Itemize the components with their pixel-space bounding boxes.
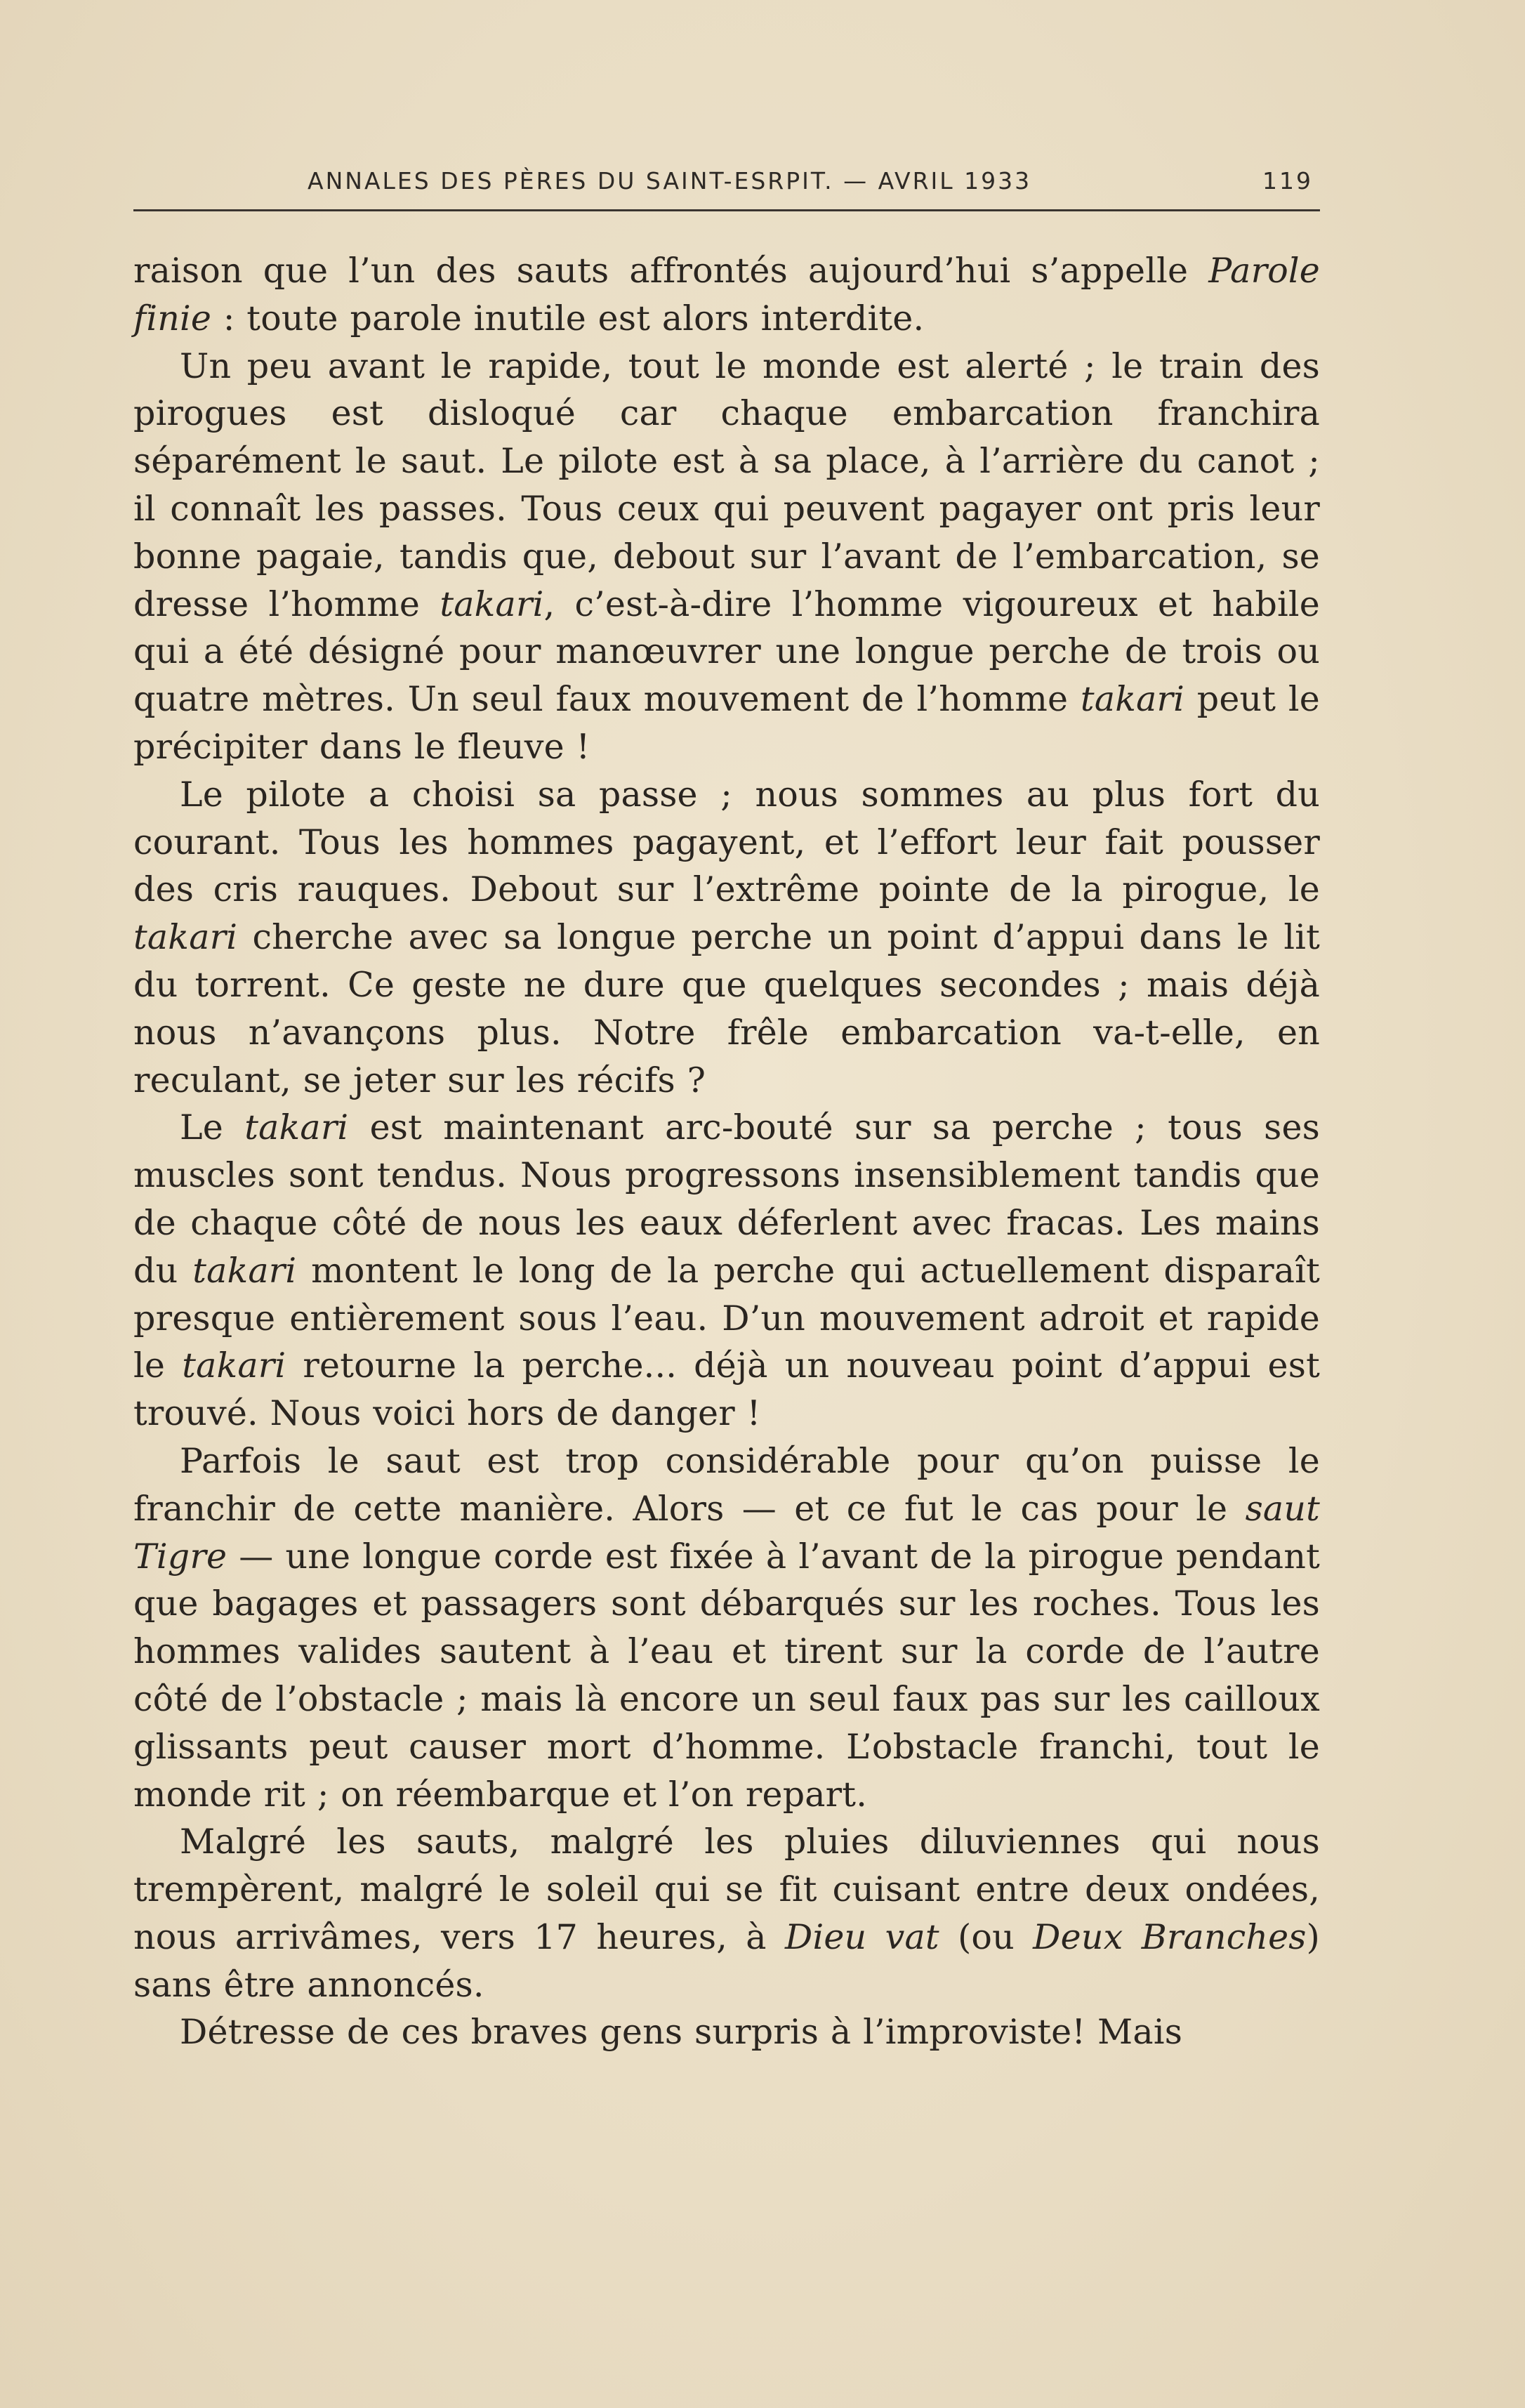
paragraph	[133, 2008, 1320, 2056]
text-run: Détresse de ces braves gens surpris à l’improviste! Mais	[180, 2012, 1183, 2053]
text-run: retourne la perche... déjà un nouveau point d’appui est trouvé. Nous voici hors de danger !	[133, 1346, 1320, 1434]
paragraph	[133, 1437, 1320, 1818]
header-rule	[133, 209, 1320, 211]
running-header	[133, 167, 1320, 209]
text-run: Malgré les sauts, malgré les pluies diluviennes qui nous trempèrent, malgré le soleil qui se fit cuisant entre deux ondées, nous arrivâmes, vers 17 heures, à	[133, 1822, 1320, 1957]
paragraph	[133, 1818, 1320, 2008]
text-run: — une longue corde est fixée à l’avant de la pirogue pendant que bagages et passagers sont débarqués sur les roches. Tous les hommes valides sautent à l’eau et tirent sur la corde de l’autre côté de l’obstacle ; mais là encore un seul faux pas sur les cailloux glissants peut causer mort d’homme. L’obstacle franchi, tout le monde rit ; on réembarque et l’on repart.	[133, 1536, 1320, 1815]
italic-term: takari	[192, 1250, 297, 1291]
italic-term: takari	[182, 1346, 286, 1386]
text-run: Un peu avant le rapide, tout le monde est alerté ; le train des pirogues est disloqué car chaque embarcation franchira séparément le saut. Le pilote est à sa place, à l’arrière du canot ; il connaît les passes. Tous ceux qui peuvent pagayer ont pris leur bonne pagaie, tandis que, debout sur l’avant de l’embarcation, se dresse l’homme	[133, 346, 1320, 624]
text-run: Parfois le saut est trop considérable pour qu’on puisse le franchir de cette manière. Alors — et ce fut le cas pour le	[133, 1440, 1320, 1529]
text-run: peut le précipiter dans le fleuve !	[133, 679, 1320, 767]
text-run: montent le long de la perche qui actuellement disparaît presque entièrement sous l’eau. D’un mouvement adroit et rapide le	[133, 1250, 1320, 1386]
italic-term: takari	[1080, 679, 1185, 720]
text-run: : toute parole inutile est alors interdite.	[211, 298, 925, 338]
paragraph	[133, 247, 1320, 343]
text-run: ) sans être annoncés.	[133, 1916, 1320, 2005]
text-run: raison que l’un des sauts affrontés aujourd’hui s’appelle	[133, 251, 1209, 291]
italic-term: saut Tigre	[133, 1488, 1320, 1577]
paragraph	[133, 1104, 1320, 1437]
text-run: Le pilote a choisi sa passe ; nous sommes au plus fort du courant. Tous les hommes pagayent, et l’effort leur fait pousser des cris rauques. Debout sur l’extrême pointe de la pirogue, le	[133, 774, 1320, 910]
text-run: Le	[180, 1107, 245, 1148]
italic-term: Dieu vat	[784, 1916, 939, 1957]
body-text	[133, 247, 1320, 2056]
paragraph	[133, 771, 1320, 1105]
text-run: (ou	[939, 1916, 1034, 1957]
text-run: cherche avec sa longue perche un point d’appui dans le lit du torrent. Ce geste ne dure que quelques secondes ; mais déjà nous n’avançons plus. Notre frêle embarcation va-t-elle, en reculant, se jeter sur les récifs ?	[133, 917, 1320, 1100]
text-run: , c’est-à-dire l’homme vigoureux et habile qui a été désigné pour manœuvrer une longue perche de trois ou quatre mètres. Un seul faux mouvement de l’homme	[133, 584, 1320, 720]
italic-term: Deux Branches	[1033, 1916, 1307, 1957]
italic-term: takari	[440, 584, 544, 624]
page-number: 119	[1262, 167, 1313, 195]
paragraph	[133, 343, 1320, 771]
italic-term: takari	[244, 1107, 349, 1148]
text-run: est maintenant arc-bouté sur sa perche ; tous ses muscles sont tendus. Nous progressons insensiblement tandis que de chaque côté de nous les eaux déferlent avec fracas. Les mains du	[133, 1107, 1320, 1291]
italic-term: Parole finie	[133, 251, 1320, 338]
running-title: ANNALES DES PÈRES DU SAINT-ESRPIT. — AVRIL 1933	[308, 167, 1032, 195]
italic-term: takari	[133, 917, 238, 958]
